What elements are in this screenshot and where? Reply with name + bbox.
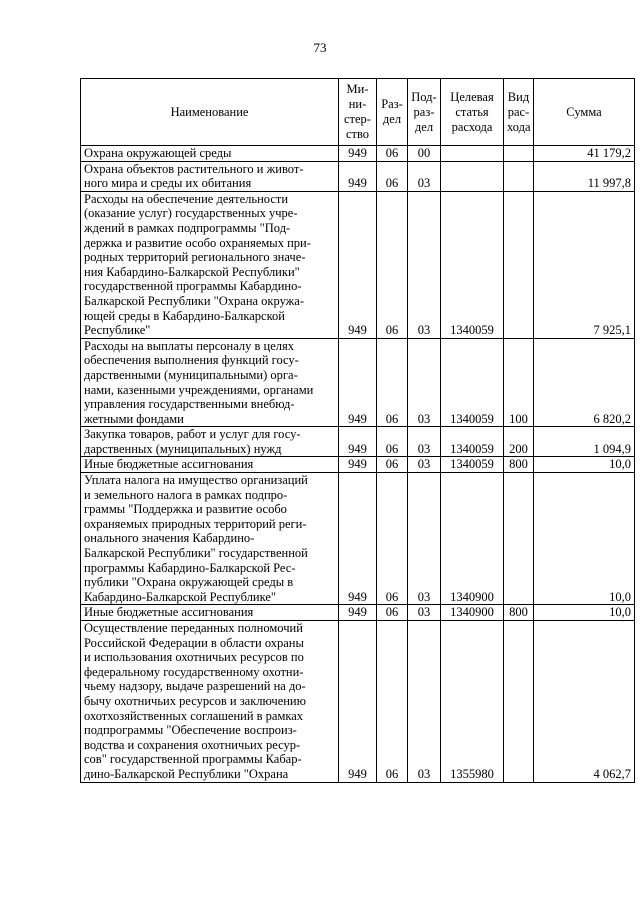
row-subsection: 00 [408,146,441,162]
row-type: 800 [504,457,534,473]
row-section: 06 [377,605,408,621]
row-name: Охрана объектов растительного и живот- ного мира и среды их обитания [81,161,339,191]
table-row [81,191,635,338]
row-amount: 4 062,7 [534,621,635,783]
table-row [81,473,635,605]
row-section: 06 [377,161,408,191]
row-amount: 1 094,9 [534,427,635,457]
row-amount: 10,0 [534,605,635,621]
row-amount: 11 997,8 [534,161,635,191]
row-subsection: 03 [408,161,441,191]
row-ministry: 949 [339,338,377,427]
row-name: Иные бюджетные ассигнования [81,457,339,473]
table-row [81,457,635,473]
row-amount: 10,0 [534,473,635,605]
table-row [81,338,635,427]
row-type [504,146,534,162]
row-section: 06 [377,427,408,457]
row-name: Закупка товаров, работ и услуг для госу- дарственных (муниципальных) нужд [81,427,339,457]
row-name: Иные бюджетные ассигнования [81,605,339,621]
row-target [441,161,504,191]
header-row [81,79,635,146]
row-section: 06 [377,191,408,338]
row-subsection: 03 [408,605,441,621]
row-subsection: 03 [408,427,441,457]
row-section: 06 [377,457,408,473]
row-type: 200 [504,427,534,457]
row-subsection: 03 [408,457,441,473]
row-ministry: 949 [339,161,377,191]
row-section: 06 [377,621,408,783]
header-section: Раз- дел [377,79,408,146]
row-subsection: 03 [408,473,441,605]
row-subsection: 03 [408,621,441,783]
table-row [81,161,635,191]
row-name: Охрана окружающей среды [81,146,339,162]
table-row [81,605,635,621]
row-amount: 41 179,2 [534,146,635,162]
header-subsection: Под- раз- дел [408,79,441,146]
row-type [504,473,534,605]
row-ministry: 949 [339,427,377,457]
header-name: Наименование [81,79,339,146]
table-row [81,621,635,783]
row-ministry: 949 [339,473,377,605]
row-name: Расходы на обеспечение деятельности (оказание услуг) государственных учре- ждений в рамках подпрограммы "Под- держка и развитие особо охраняемых при- родных территорий регионального значе- ния Кабардино-Балкарской Республики" государственной программы Кабардино- Балкарской Республики "Охрана окружа- ющей среды в Кабардино-Балкарской Республике" [81,191,339,338]
row-subsection: 03 [408,338,441,427]
row-target: 1355980 [441,621,504,783]
row-target: 1340059 [441,457,504,473]
row-amount: 6 820,2 [534,338,635,427]
row-target: 1340900 [441,473,504,605]
row-target: 1340900 [441,605,504,621]
row-target [441,146,504,162]
row-type [504,161,534,191]
row-type: 100 [504,338,534,427]
row-name: Расходы на выплаты персоналу в целях обеспечения выполнения функций госу- дарственными (муниципальными) орга- нами, казенными учреждениями, органами управления государственными внебюд- жетными фондами [81,338,339,427]
row-type [504,621,534,783]
row-type: 800 [504,605,534,621]
row-ministry: 949 [339,191,377,338]
row-target: 1340059 [441,338,504,427]
row-amount: 10,0 [534,457,635,473]
table-row [81,427,635,457]
row-section: 06 [377,338,408,427]
header-target-item: Целевая статья расхода [441,79,504,146]
budget-table [80,78,635,783]
row-section: 06 [377,473,408,605]
page-number: 73 [313,40,327,55]
row-type [504,191,534,338]
header-expense-type: Вид рас- хода [504,79,534,146]
header-amount: Сумма [534,79,635,146]
row-target: 1340059 [441,191,504,338]
row-subsection: 03 [408,191,441,338]
row-target: 1340059 [441,427,504,457]
row-ministry: 949 [339,457,377,473]
row-name: Осуществление переданных полномочий Российской Федерации в области охраны и использования охотничьих ресурсов по федеральному государственному охотни- чьему надзору, выдаче разрешений на до- бычу охотничьих ресурсов и заключению охотхозяйственных соглашений в рамках подпрограммы "Обеспечение воспроиз- водства и сохранения охотничьих ресур- сов" государственной программы Кабар- дино-Балкарской Республики "Охрана [81,621,339,783]
row-ministry: 949 [339,146,377,162]
row-ministry: 949 [339,621,377,783]
row-section: 06 [377,146,408,162]
row-name: Уплата налога на имущество организаций и земельного налога в рамках подпро- граммы "Поддержка и развитие особо охраняемых природных территорий реги- онального значения Кабардино- Балкарской Республики" государственной программы Кабардино-Балкарской Рес- публики "Охрана окружающей среды в Кабардино-Балкарской Республике" [81,473,339,605]
row-amount: 7 925,1 [534,191,635,338]
header-ministry: Ми- ни- стер- ство [339,79,377,146]
row-ministry: 949 [339,605,377,621]
table-row [81,146,635,162]
